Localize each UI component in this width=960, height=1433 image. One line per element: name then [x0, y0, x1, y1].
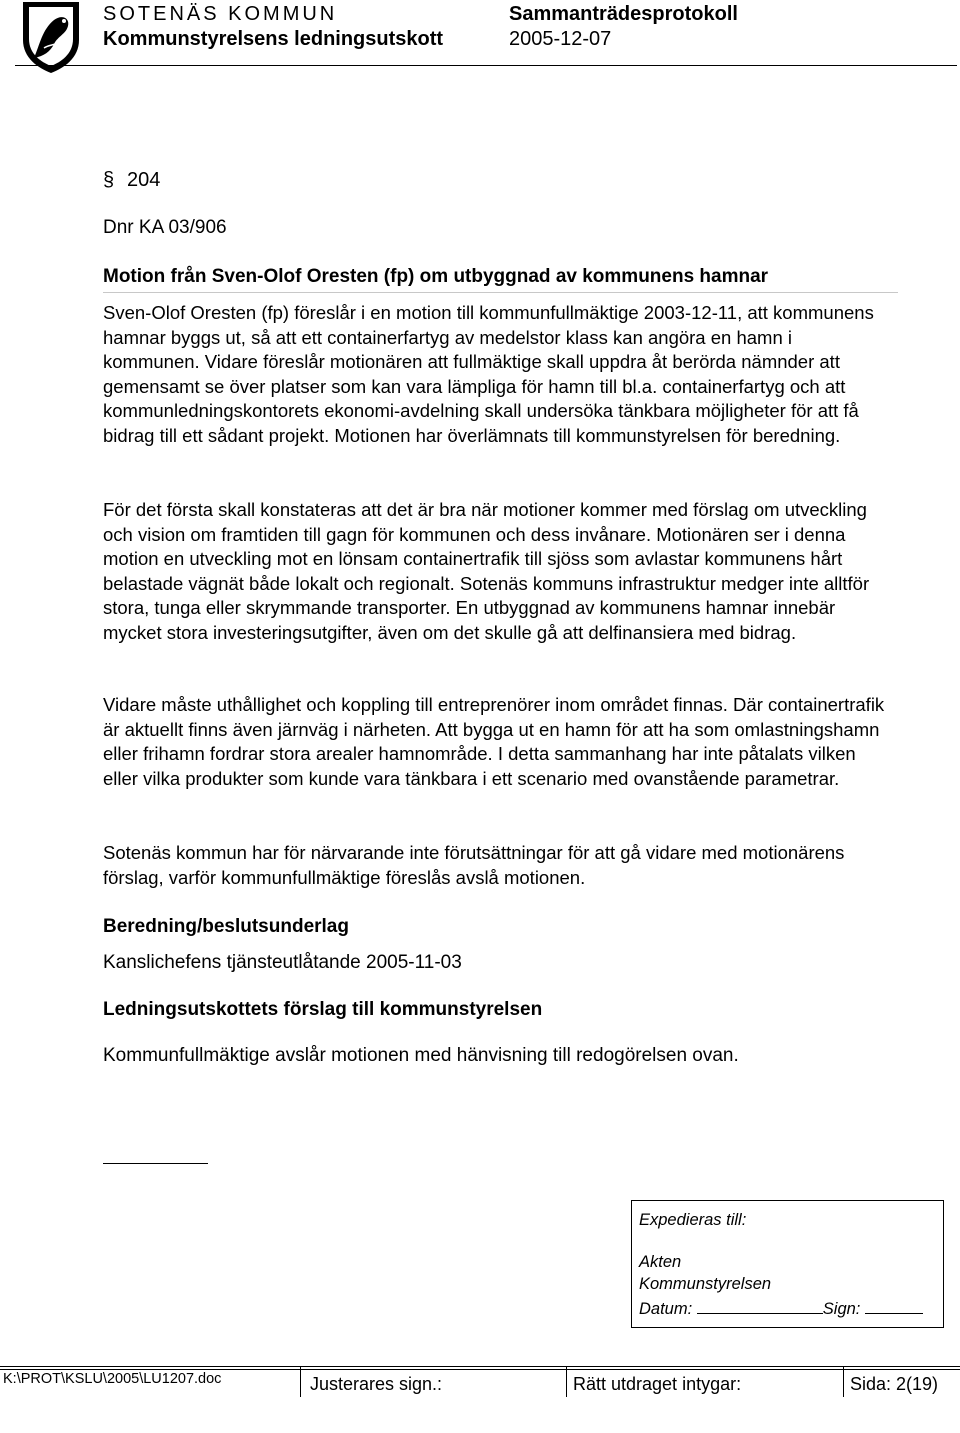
proposal-text: Kommunfullmäktige avslår motionen med hänvisning till redogörelsen ovan. [103, 1045, 739, 1066]
footer-separator [300, 1367, 301, 1397]
basis-item: Kanslichefens tjänsteutlåtande 2005-11-03 [103, 952, 462, 973]
date-blank [697, 1299, 823, 1314]
recipient-item: Kommunstyrelsen [639, 1275, 772, 1293]
adjuster-signature-label: Justerares sign.: [310, 1374, 443, 1394]
signature-line [103, 1163, 208, 1164]
recipient-item: Akten [639, 1253, 682, 1271]
sign-label: Sign: [822, 1300, 861, 1318]
title-underline [103, 292, 898, 293]
footer-separator [566, 1367, 567, 1397]
file-path: K:\PROT\KSLU\2005\LU1207.doc [3, 1371, 222, 1387]
basis-heading: Beredning/beslutsunderlag [103, 916, 349, 937]
section-number [103, 168, 160, 193]
footer-separator [843, 1367, 844, 1397]
section-number-value: 204 [127, 169, 161, 191]
paragraph-motion-summary: Sven-Olof Oresten (fp) föreslår i en motion till kommunfullmäktige 2003-12-11, att kommunens hamnar byggs ut, så att ett containerfartyg av medelstor klass kan angöra en hamn i kommunen. Vidare föreslår motionären att fullmäktige skall uppdra åt berörda nämnder att gemensamt se över platser som kan vara lämpliga för hamn till bl.a. containerfartyg och att kommunledningskontorets ekonomi-avdelning skall undersöka tänkbara möjligheter för att få bidrag till ett sådant projekt. Motionen har överlämnats till kommunstyrelsen för beredning. [103, 302, 874, 446]
page-number: Sida: 2(19) [850, 1374, 939, 1394]
date-sign-row [639, 1298, 923, 1320]
proposal-heading: Ledningsutskottets förslag till kommunstyrelsen [103, 999, 543, 1020]
sign-blank [865, 1299, 923, 1314]
dispatch-title: Expedieras till: [639, 1211, 747, 1229]
case-title: Motion från Sven-Olof Oresten (fp) om utbyggnad av kommunens hamnar [103, 266, 769, 287]
document-type: Sammanträdesprotokoll [509, 3, 738, 25]
paragraph-assessment: För det första skall konstateras att det är bra när motioner kommer med förslag om utveckling och vision om framtiden till gagn för kommunen och dess invånare. Motionären ser i denna motion en utveckling mot en lönsam containertrafik till sjöss som avlastar kommunens hårt belastade vägnät både lokalt och regionalt. Sotenäs kommuns infrastruktur medger inte alltför stora, tunga eller skrymmande transporter. En utbyggnad av kommunens hamnar innebär mycket stora investeringsutgifter, även om det skulle gå att delfinansiera med bidrag. [103, 499, 870, 643]
department-name: Kommunstyrelsens ledningsutskott [103, 28, 444, 50]
footer-divider [0, 1366, 960, 1367]
meeting-date: 2005-12-07 [509, 28, 612, 50]
organization-name: SOTENÄS KOMMUN [103, 3, 338, 25]
case-number: Dnr KA 03/906 [103, 217, 227, 238]
footer-divider-inner [0, 1369, 960, 1370]
municipal-shield-logo [20, 0, 82, 74]
dispatch-box [631, 1200, 944, 1328]
certified-extract-label: Rätt utdraget intygar: [573, 1374, 742, 1394]
section-symbol: § [103, 169, 115, 191]
header-divider [15, 65, 957, 66]
paragraph-conclusion: Sotenäs kommun har för närvarande inte förutsättningar för att gå vidare med motionärens förslag, varför kommunfullmäktige föreslås avslå motionen. [103, 842, 845, 888]
paragraph-requirements: Vidare måste uthållighet och koppling till entreprenörer inom området finnas. Där containertrafik är aktuellt finns även järnväg i närheten. Att bygga ut en hamn för att ha som omlastningshamn eller frihamn fordrar stora arealer hamnområde. I detta sammanhang har inte påtalats vilken eller vilka produkter som kunde vara tänkbara i ett scenario med ovanstående parametrar. [103, 694, 885, 789]
date-label: Datum: [639, 1300, 693, 1318]
